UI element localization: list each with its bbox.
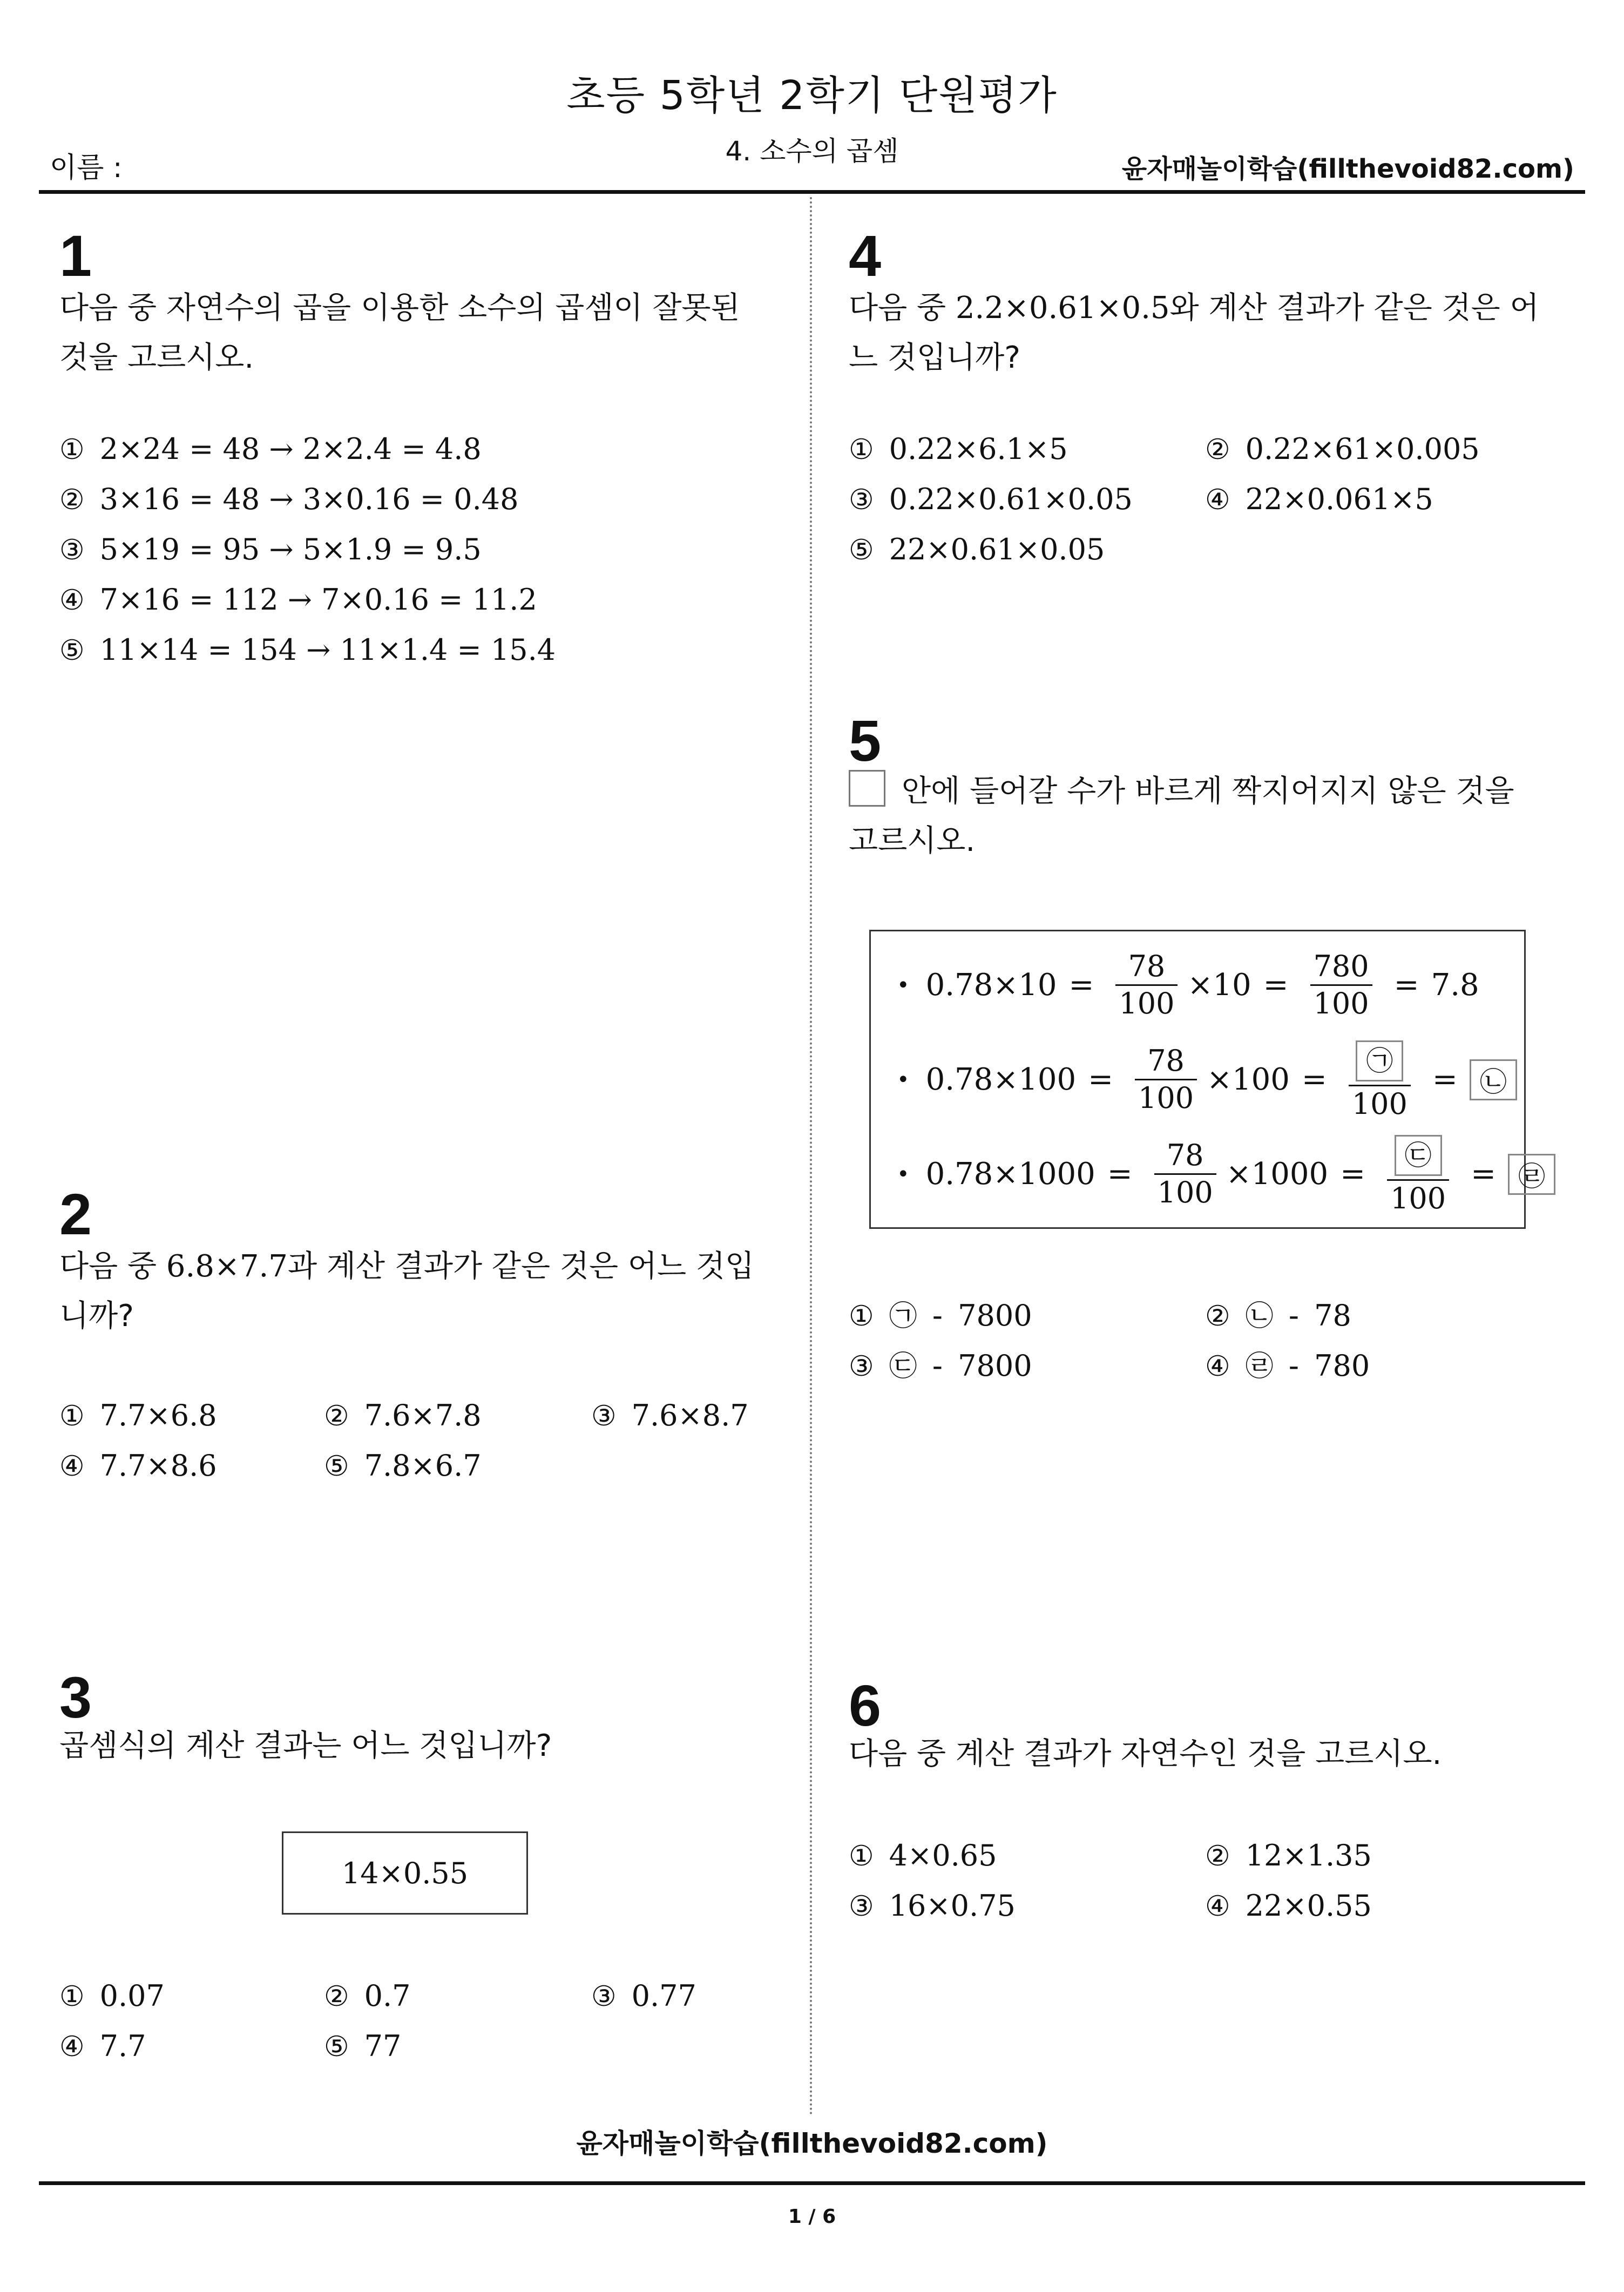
q3-number: 3	[59, 1665, 92, 1730]
name-label: 이름 :	[50, 152, 123, 184]
q4-option-4[interactable]: ④ 22×0.061×5	[1205, 482, 1433, 516]
q5-number: 5	[849, 708, 882, 773]
q1-option-1[interactable]: ① 2×24 = 48 → 2×2.4 = 4.8	[59, 432, 482, 466]
q2-number: 2	[59, 1181, 92, 1247]
q5-equation-box	[869, 930, 1546, 1229]
q5-option-4[interactable]: ④ ㉣ - 780	[1205, 1349, 1370, 1383]
q5-option-2[interactable]: ② ㉡ - 78	[1205, 1299, 1351, 1333]
q3-option-5[interactable]: ⑤ 77	[324, 2029, 402, 2063]
q3-option-2[interactable]: ② 0.7	[324, 1979, 411, 2013]
q1-option-5[interactable]: ⑤ 11×14 = 154 → 11×1.4 = 15.4	[59, 633, 556, 667]
q3-option-3[interactable]: ③ 0.77	[591, 1979, 696, 2013]
q2-option-1[interactable]: ① 7.7×6.8	[59, 1398, 217, 1432]
q6-option-3[interactable]: ③ 16×0.75	[849, 1889, 1016, 1923]
q4-option-2[interactable]: ② 0.22×61×0.005	[1205, 432, 1480, 466]
q6-option-2[interactable]: ② 12×1.35	[1205, 1838, 1372, 1872]
q6-option-1[interactable]: ① 4×0.65	[849, 1838, 997, 1872]
blank-b: ㉡	[1470, 1059, 1517, 1100]
q2-text: 다음 중 6.8×7.7과 계산 결과가 같은 것은 어느 것입니까?	[59, 1249, 755, 1334]
q2-option-4[interactable]: ④ 7.7×8.6	[59, 1449, 217, 1483]
q4-number: 4	[849, 223, 882, 288]
q1-options	[59, 432, 556, 683]
q4-option-1[interactable]: ① 0.22×6.1×5	[849, 432, 1068, 466]
page-title: 초등 5학년 2학기 단원평가	[566, 72, 1058, 119]
q4-option-3[interactable]: ③ 0.22×0.61×0.05	[849, 482, 1133, 516]
q3-option-4[interactable]: ④ 7.7	[59, 2029, 146, 2063]
q5-option-1[interactable]: ① ㉠ - 7800	[849, 1299, 1032, 1333]
footer-rule	[39, 2181, 1585, 2185]
q3-option-1[interactable]: ① 0.07	[59, 1979, 165, 2013]
q5-option-3[interactable]: ③ ㉢ - 7800	[849, 1349, 1032, 1383]
q5-equation-row-3: • 0.78×1000 = $\frac{78}{100}$ ×1000 = $\frac{㉢}{100}$ = ㉣	[897, 1127, 1555, 1221]
q5-equation-row-1: • 0.78×10 = $\frac{78}{100}$ ×10 = $\frac{780}{100}$ = 7.8	[897, 949, 1479, 1020]
q2-option-5[interactable]: ⑤ 7.8×6.7	[324, 1449, 482, 1483]
q6-text: 다음 중 계산 결과가 자연수인 것을 고르시오.	[849, 1736, 1442, 1772]
unit-subtitle: 4. 소수의 곱셈	[725, 136, 899, 167]
site-label-top: 윤자매놀이학습(fillthevoid82.com)	[1121, 154, 1574, 184]
site-label-footer: 윤자매놀이학습(fillthevoid82.com)	[576, 2128, 1048, 2159]
q1-option-3[interactable]: ③ 5×19 = 95 → 5×1.9 = 9.5	[59, 532, 482, 566]
q6-option-4[interactable]: ④ 22×0.55	[1205, 1889, 1372, 1923]
q1-number: 1	[59, 223, 92, 288]
blank-c: ㉢	[1395, 1135, 1442, 1176]
q4-text: 다음 중 2.2×0.61×0.5와 계산 결과가 같은 것은 어느 것입니까?	[849, 290, 1539, 375]
blank-box-icon	[849, 770, 885, 807]
q1-option-4[interactable]: ④ 7×16 = 112 → 7×0.16 = 11.2	[59, 583, 537, 617]
q3-text: 곱셈식의 계산 결과는 어느 것입니까?	[59, 1728, 552, 1763]
page-number: 1 / 6	[788, 2206, 836, 2228]
column-divider	[810, 197, 812, 2117]
q4-option-5[interactable]: ⑤ 22×0.61×0.05	[849, 532, 1105, 566]
blank-d: ㉣	[1508, 1154, 1555, 1195]
q5-equation-row-2: • 0.78×100 = $\frac{78}{100}$ ×100 = $\frac{㉠}{100}$ = ㉡	[897, 1032, 1555, 1127]
q5-text: 안에 들어갈 수가 바르게 짝지어지지 않은 것을 고르시오.	[849, 767, 1545, 866]
q6-number: 6	[849, 1673, 882, 1738]
blank-a: ㉠	[1356, 1040, 1403, 1081]
q2-option-2[interactable]: ② 7.6×7.8	[324, 1398, 482, 1432]
q2-option-3[interactable]: ③ 7.6×8.7	[591, 1398, 749, 1432]
header-rule	[39, 190, 1585, 194]
q1-option-2[interactable]: ② 3×16 = 48 → 3×0.16 = 0.48	[59, 482, 519, 516]
q3-expression-box: 14×0.55	[282, 1831, 528, 1915]
q1-text: 다음 중 자연수의 곱을 이용한 소수의 곱셈이 잘못된 것을 고르시오.	[59, 290, 740, 375]
